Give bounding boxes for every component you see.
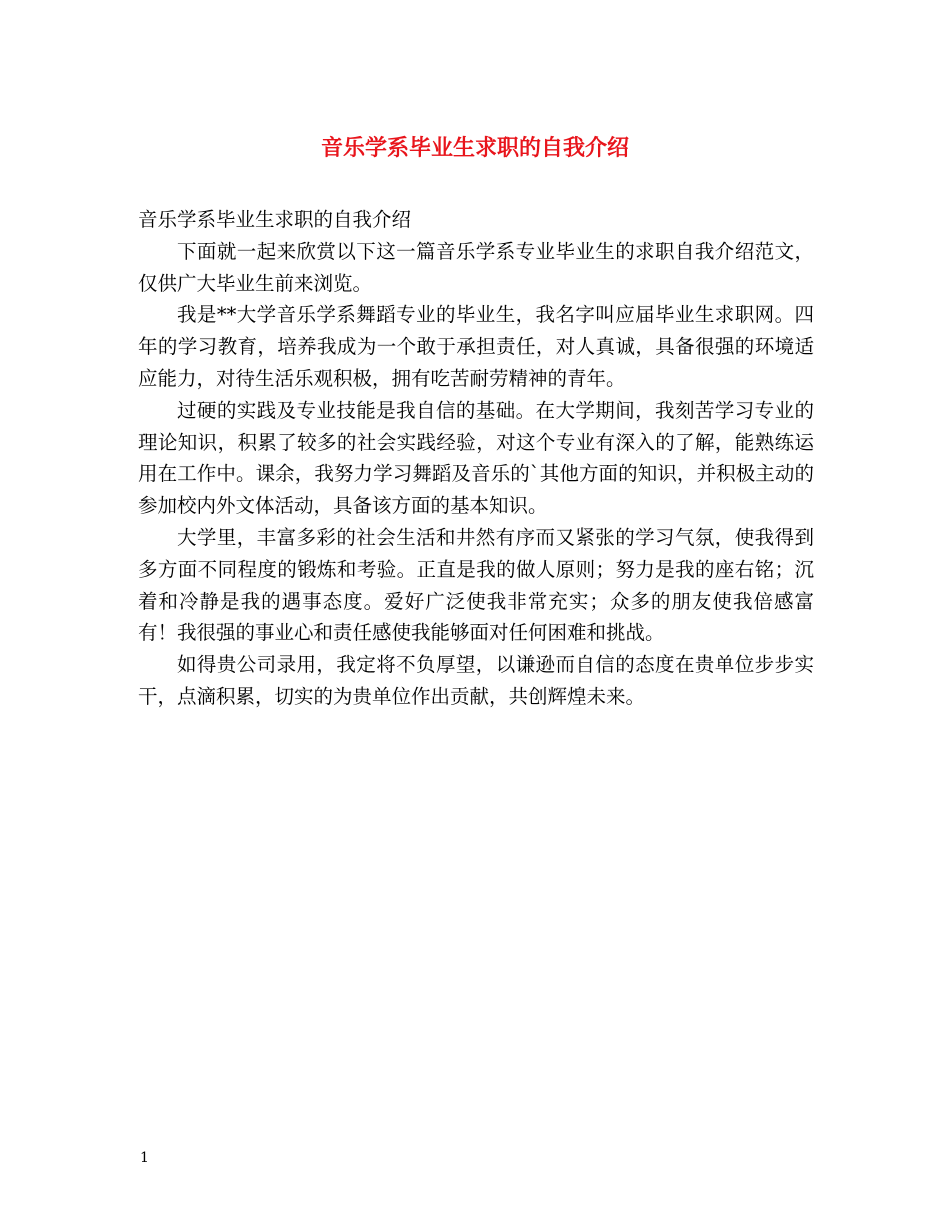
closing-paragraph: 如得贵公司录用，我定将不负厚望，以谦逊而自信的态度在贵单位步步实干，点滴积累，切实的为贵单位作出贡献，共创辉煌未来。 [138, 653, 814, 708]
document-body [138, 204, 814, 713]
page-number: 1 [140, 1150, 149, 1166]
self-introduction-paragraph: 我是**大学音乐学系舞蹈专业的毕业生，我名字叫应届毕业生求职网。四年的学习教育，培养我成为一个敢于承担责任，对人真诚，具备很强的环境适应能力，对待生活乐观积极，拥有吃苦耐劳精神的青年。 [138, 303, 814, 390]
skills-paragraph: 过硬的实践及专业技能是我自信的基础。在大学期间，我刻苦学习专业的理论知识，积累了较多的社会实践经验，对这个专业有深入的了解，能熟练运用在工作中。课余，我努力学习舞蹈及音乐的`其他方面的知识，并积极主动的参加校内外文体活动，具备该方面的基本知识。 [138, 398, 814, 518]
intro-paragraph: 下面就一起来欣赏以下这一篇音乐学系专业毕业生的求职自我介绍范文，仅供广大毕业生前来浏览。 [138, 239, 814, 295]
subtitle-paragraph: 音乐学系毕业生求职的自我介绍 [138, 208, 412, 231]
document-title: 音乐学系毕业生求职的自我介绍 [320, 135, 629, 161]
university-life-paragraph: 大学里，丰富多彩的社会生活和井然有序而又紧张的学习气氛，使我得到多方面不同程度的锻炼和考验。正直是我的做人原则；努力是我的座右铭；沉着和冷静是我的遇事态度。爱好广泛使我非常充实；众多的朋友使我倍感富有！我很强的事业心和责任感使我能够面对任何困难和挑战。 [138, 525, 814, 645]
